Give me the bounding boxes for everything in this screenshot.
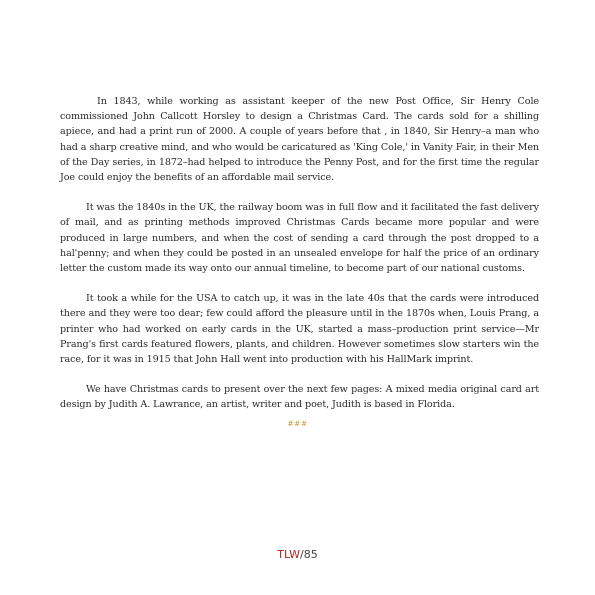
section-separator: ### xyxy=(287,419,308,428)
paragraph-4: We have Christmas cards to present over the next few pages: A mixed media original card art design by Judith A. Lawrance, an artist, writer and poet, Judith is based in Florida. xyxy=(60,384,539,411)
article-body xyxy=(60,94,539,428)
folio-brand: TLW xyxy=(277,548,300,561)
paragraph-2: It was the 1840s in the UK, the railway boom was in full flow and it facilitated the fast delivery of mail, and as printing methods improved Christmas Cards became more popular and were produced in large numbers, and when the cost of sending a card through the post dropped to a hal'penny; and when they could be posted in an unsealed envelope for half the price of an ordinary letter the custom made its way onto our annual timeline, to become part of our national customs. xyxy=(60,202,539,275)
paragraph-1: In 1843, while working as assistant keeper of the new Post Office, Sir Henry Cole commissioned John Callcott Horsley to design a Christmas Card. The cards sold for a shilling apiece, and had a print run of 2000. A couple of years before that , in 1840, Sir Henry–a man who had a sharp creative mind, and who would be caricatured as 'King Cole,' in Vanity Fair, in their Men of the Day series, in 1872–had helped to introduce the Penny Post, and for the first time the regular Joe could enjoy the benefits of an affordable mail service. xyxy=(60,96,539,184)
page-number: 85 xyxy=(303,548,318,561)
folio-slash: / xyxy=(300,548,304,561)
paragraph-3: It took a while for the USA to catch up, it was in the late 40s that the cards were introduced there and they were too dear; few could afford the pleasure until in the 1870s when, Louis Prang, a printer who had worked on early cards in the UK, started a mass–production print service—Mr Prang's first cards featured flowers, plants, and children. However sometimes slow starters win the race, for it was in 1915 that John Hall went into production with his HallMark imprint. xyxy=(60,293,539,366)
page-folio xyxy=(0,548,595,561)
